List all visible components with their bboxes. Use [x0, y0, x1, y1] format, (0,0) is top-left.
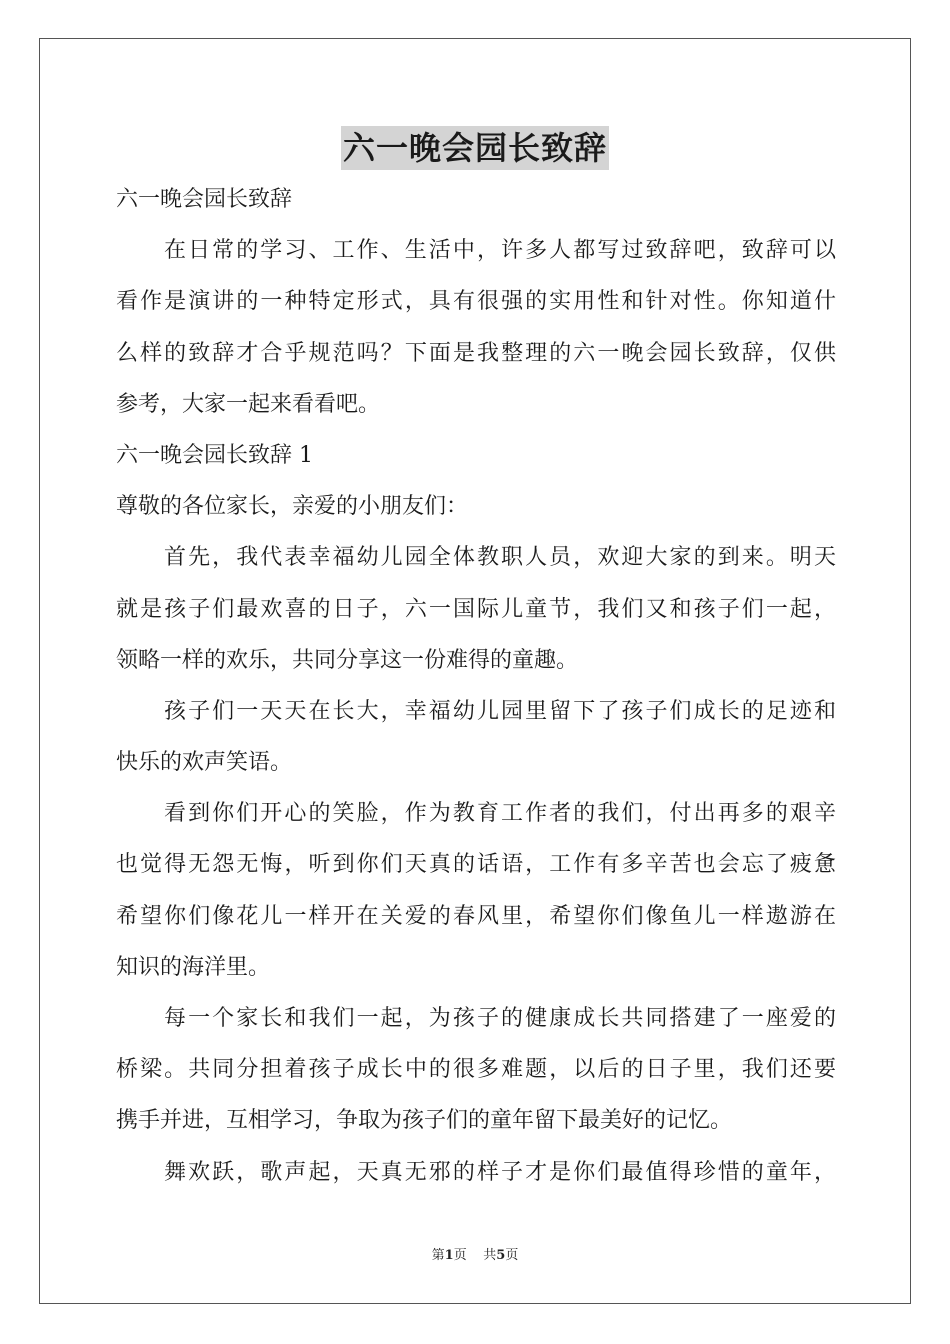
- text-line: 尊敬的各位家长，亲爱的小朋友们：: [116, 494, 469, 520]
- document-title: [0, 126, 950, 170]
- text-line: 领略一样的欢乐，共同分享这一份难得的童趣。: [116, 647, 579, 673]
- text-line: 看到你们开心的笑脸，作为教育工作者的我们，付出再多的艰辛: [164, 801, 836, 827]
- page-footer: [0, 1246, 950, 1266]
- document-body: [116, 174, 836, 1198]
- text-line: 六一晚会园长致辞 1: [116, 442, 313, 468]
- text-line: 携手并进，互相学习，争取为孩子们的童年留下最美好的记忆。: [116, 1108, 733, 1134]
- footer-page-current: 1: [444, 1248, 454, 1263]
- text-line: 么样的致辞才合乎规范吗？下面是我整理的六一晚会园长致辞，仅供: [116, 340, 836, 366]
- document-title-text: 六一晚会园长致辞: [341, 126, 609, 170]
- text-line: 快乐的欢声笑语。: [116, 750, 293, 776]
- text-line: 在日常的学习、工作、生活中，许多人都写过致辞吧，致辞可以: [164, 238, 836, 264]
- text-line: 也觉得无怨无悔，听到你们天真的话语，工作有多辛苦也会忘了疲惫: [116, 852, 836, 878]
- footer-page-total: 5: [496, 1248, 506, 1263]
- text-line: 首先，我代表幸福幼儿园全体教职人员，欢迎大家的到来。明天: [164, 545, 836, 571]
- text-line: 六一晚会园长致辞: [116, 187, 293, 212]
- text-line: 每一个家长和我们一起，为孩子的健康成长共同搭建了一座爱的: [164, 1006, 836, 1031]
- footer-prefix: 第: [431, 1248, 445, 1263]
- text-line: 桥梁。共同分担着孩子成长中的很多难题，以后的日子里，我们还要: [116, 1057, 836, 1083]
- text-line: 知识的海洋里。: [116, 954, 271, 980]
- text-line: 孩子们一天天在长大，幸福幼儿园里留下了孩子们成长的足迹和: [164, 698, 836, 724]
- footer-page-label: 页: [453, 1248, 467, 1263]
- text-line: 希望你们像花儿一样开在关爱的春风里，希望你们像鱼儿一样遨游在: [116, 903, 836, 929]
- text-line: 就是孩子们最欢喜的日子，六一国际儿童节，我们又和孩子们一起，: [116, 596, 836, 622]
- text-line: 参考，大家一起来看看吧。: [116, 391, 381, 417]
- footer-total-prefix: 共: [483, 1248, 497, 1263]
- text-line: 看作是演讲的一种特定形式，具有很强的实用性和针对性。你知道什: [116, 289, 836, 315]
- footer-total-label: 页: [505, 1248, 519, 1263]
- text-line: 舞欢跃，歌声起，天真无邪的样子才是你们最值得珍惜的童年，: [164, 1159, 836, 1185]
